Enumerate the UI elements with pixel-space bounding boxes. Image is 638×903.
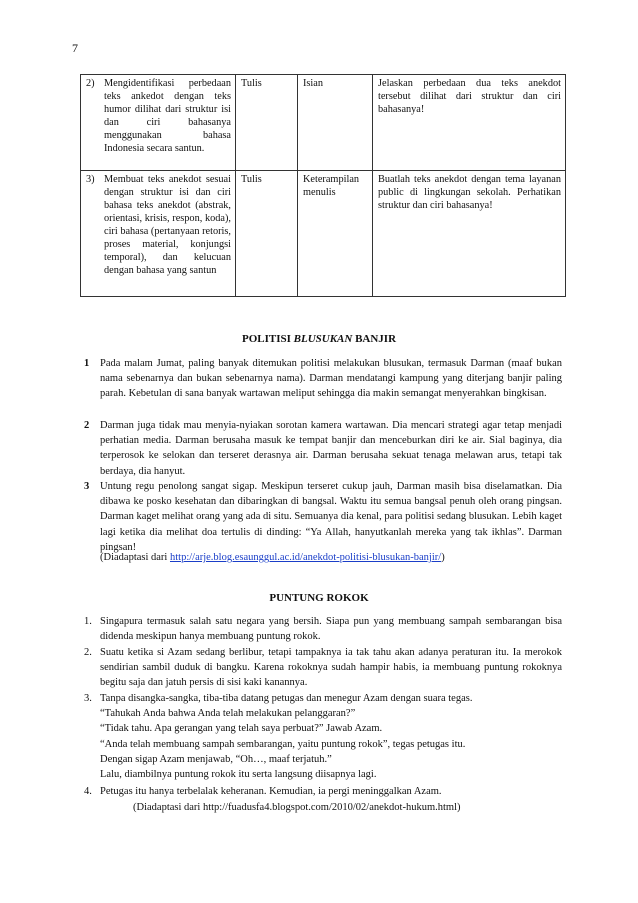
story-paragraph — [84, 418, 562, 479]
paragraph-number: 3 — [84, 481, 90, 492]
assessment-table — [80, 74, 566, 297]
dialogue-line: “Tidak tahu. Apa gerangan yang telah saya perbuat?” Jawab Azam. — [100, 723, 383, 735]
item-text: Singapura termasuk salah satu negara yang bersih. Siapa pun yang membuang sampah sembarangan bisa didenda meskipun hanya membuang puntung rokok. — [100, 616, 562, 643]
indicator-number: 3) — [86, 174, 95, 185]
item-number: 2. — [84, 647, 92, 658]
table-row — [81, 75, 566, 171]
indicator-text: Membuat teks anekdot sesuai dengan struktur isi dan ciri bahasa teks anekdot (abstrak, orientasi, krisis, respon, koda), ciri bahasa (pertanyaan retoris, proses material, konjungsi temporal), dan kelucuan dengan bahasa yang santun — [104, 174, 231, 276]
indicator-text: Mengidentifikasi perbedaan teks ankedot dengan teks humor dilihat dari struktur isi dan ciri bahasanya menggunakan bahasa Indonesia secara santun. — [104, 78, 231, 154]
story-paragraph — [84, 479, 562, 555]
story-title-puntung: PUNTUNG ROKOK — [269, 592, 369, 604]
paragraph-number: 2 — [84, 420, 90, 431]
item-text: Petugas itu hanya terbelalak keheranan. Kemudian, ia pergi meninggalkan Azam. — [100, 786, 442, 797]
technique-cell: Tulis — [236, 75, 298, 171]
paragraph-text: Darman juga tidak mau menyia-nyiakan sorotan kamera wartawan. Dia mencari strategi agar tetap menjadi perhatian media. Darman berusaha masuk ke tempat banjir dan menceburkan diri ke air. Sial baginya, dia terperosok ke selokan dan terseret derasnya air. Darman berusaha sekuat tenaga melawan arus, tetapi tak berdaya, dia hanyut. — [100, 420, 562, 477]
technique-cell: Tulis — [236, 171, 298, 297]
table-row — [81, 171, 566, 297]
title-italic-word: BLUSUKAN — [293, 333, 353, 345]
indicator-cell — [81, 171, 236, 297]
indicator-number: 2) — [86, 78, 95, 89]
source-citation-2: (Diadaptasi dari http://fuadusfa4.blogspot.com/2010/02/anekdot-hukum.html) — [133, 802, 461, 813]
paragraph-number: 1 — [84, 358, 90, 369]
item-number: 4. — [84, 786, 92, 797]
dialogue-line: “Anda telah membuang sampah sembarangan, yaitu puntung rokok”, tegas petugas itu. — [100, 738, 466, 750]
paragraph-text: Untung regu penolong sangat sigap. Meskipun terseret cukup jauh, Darman masih bisa diselamatkan. Dia dibawa ke posko kesehatan dan dibaringkan di bangsal. Waktu itu semua bangsal penuh oleh orang pingsan. Darman kaget melihat orang yang ada di situ. Semuanya dia kenal, para politisi sedang blusukan. Lebih kaget lagi ketika dia melihat doa tertulis di dinding: “Ya Allah, hanyutkanlah mereka yang tak ikhlas”. Darman pingsan! — [100, 481, 562, 553]
indicator-cell — [81, 75, 236, 171]
story-item — [84, 645, 562, 691]
source-citation-1: (Diadaptasi dari http://arje.blog.esaunggul.ac.id/anekdot-politisi-blusukan-banjir/) — [100, 552, 445, 563]
dialogue-line: Dengan sigap Azam menjawab, “Oh…, maaf terjatuh.” — [100, 753, 332, 765]
story-item — [84, 691, 562, 782]
story-paragraph — [84, 356, 562, 402]
form-cell: Keterampilan menulis — [298, 171, 373, 297]
item-text: Tanpa disangka-sangka, tiba-tiba datang petugas dan menegur Azam dengan suara tegas. — [100, 693, 473, 704]
item-text: Suatu ketika si Azam sedang berlibur, tetapi tampaknya ia tak tahu akan adanya peraturan itu. Ia merokok sendirian sambil duduk di bangku. Karena rokoknya sudah hampir habis, ia membuang puntung rokoknya begitu saja dan jatuh persis di sisi kaki kanannya. — [100, 647, 562, 689]
dialogue-line: Lalu, diambilnya puntung rokok itu serta langsung diisapnya lagi. — [100, 769, 377, 781]
source-link[interactable]: http://arje.blog.esaunggul.ac.id/anekdot-politisi-blusukan-banjir/ — [169, 552, 442, 563]
dialogue-line: “Tahukah Anda bahwa Anda telah melakukan pelanggaran?” — [100, 708, 356, 720]
instrument-cell: Buatlah teks anekdot dengan tema layanan public di lingkungan sekolah. Perhatikan struktur dan ciri bahasanya! — [373, 171, 566, 297]
item-number: 1. — [84, 616, 92, 627]
item-number: 3. — [84, 693, 92, 704]
form-cell: Isian — [298, 75, 373, 171]
story-item — [84, 614, 562, 644]
story-item — [84, 784, 562, 799]
instrument-cell: Jelaskan perbedaan dua teks anekdot tersebut dilihat dari struktur dan ciri bahasanya! — [373, 75, 566, 171]
paragraph-text: Pada malam Jumat, paling banyak ditemukan politisi melakukan blusukan, termasuk Darman (maaf bukan nama sebenarnya dan bukan sebenarnya nama). Darman mendatangi kampung yang diterjang banjir paling parah. Kebetulan di sana banyak wartawan meliput sehingga dia makin semangat menyerahkan bingkisan. — [100, 358, 562, 400]
page-number: 7 — [72, 41, 78, 55]
story-title-politisi: POLITISI BLUSUKAN BANJIR — [241, 333, 397, 345]
